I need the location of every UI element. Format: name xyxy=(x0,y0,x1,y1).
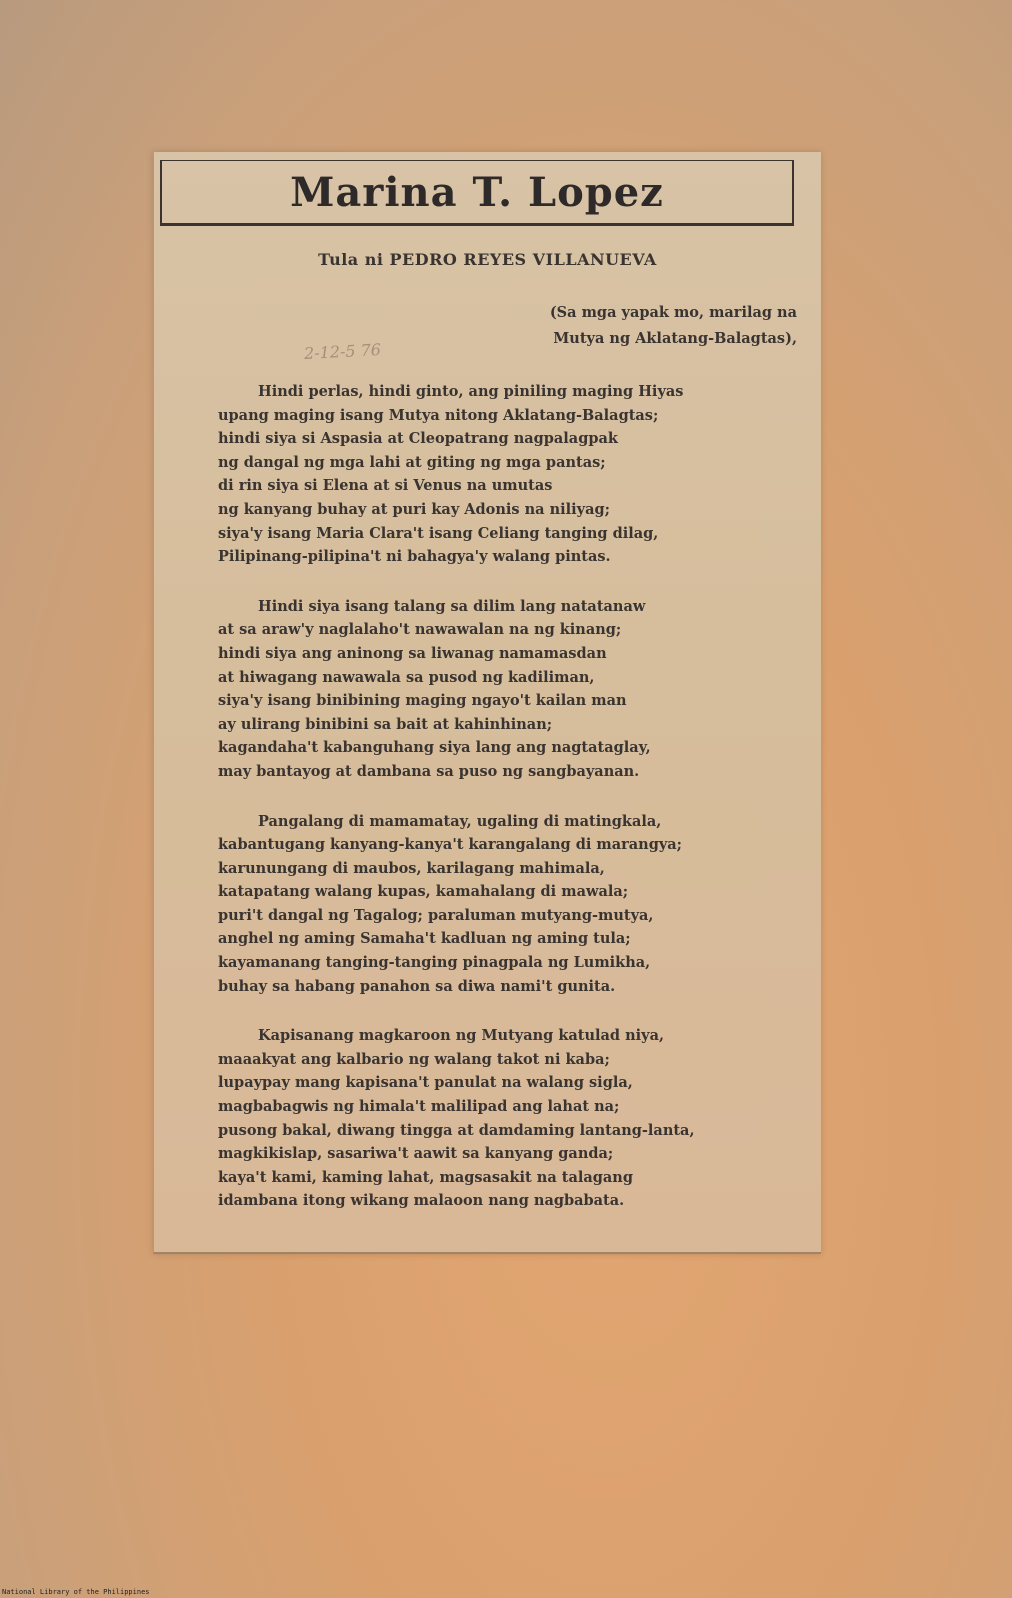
poem-line: Hindi siya isang talang sa dilim lang natatanaw xyxy=(258,597,646,615)
poem-line: karunungang di maubos, karilagang mahimala, xyxy=(218,859,605,877)
poem-line: kayamanang tanging-tanging pinagpala ng Lumikha, xyxy=(218,954,651,972)
poem-line: magkikislap, sasariwa't aawit sa kanyang ganda; xyxy=(218,1145,614,1163)
poem-line: at sa araw'y naglalaho't nawawalan na ng kinang; xyxy=(218,621,622,639)
dedication-line: Mutya ng Aklatang-Balagtas), xyxy=(553,330,797,347)
stanza xyxy=(218,1024,695,1213)
pencil-annotation: 2-12-5 76 xyxy=(303,339,382,364)
poem-line: buhay sa habang panahon sa diwa nami't gunita. xyxy=(218,977,616,995)
poem-line: at hiwagang nawawala sa pusod ng kadiliman, xyxy=(218,668,595,686)
poem-line: Pilipinang-pilipina't ni bahagya'y walang pintas. xyxy=(218,548,611,566)
poem-line: magbabagwis ng himala't malilipad ang lahat na; xyxy=(218,1098,620,1116)
poem-line: siya'y isang binibining maging ngayo't kailan man xyxy=(218,692,627,710)
poem-line: hindi siya ang aninong sa liwanag namamasdan xyxy=(218,644,607,662)
poem-line: ng dangal ng mga lahi at giting ng mga pantas; xyxy=(218,453,606,471)
poem-line: hindi siya si Aspasia at Cleopatrang nagpalagpak xyxy=(218,430,618,448)
dedication xyxy=(550,300,797,352)
poem-line: siya'y isang Maria Clara't isang Celiang tanging dilag, xyxy=(218,524,659,542)
poem-line: idambana itong wikang malaoon nang nagbabata. xyxy=(218,1192,625,1210)
poem-line: katapatang walang kupas, kamahalang di mawala; xyxy=(218,883,629,901)
poem-line: lupaypay mang kapisana't panulat na walang sigla, xyxy=(218,1074,633,1092)
dedication-line: (Sa mga yapak mo, marilag na xyxy=(549,304,797,321)
title-box xyxy=(160,160,794,226)
poem-line: Kapisanang magkaroon ng Mutyang katulad niya, xyxy=(258,1027,665,1045)
poem-line: upang maging isang Mutya nitong Aklatang-Balagtas; xyxy=(218,406,659,424)
newspaper-clipping xyxy=(153,152,821,1254)
poem-line: kagandaha't kabanguhang siya lang ang nagtataglay, xyxy=(218,739,651,757)
byline: Tula ni PEDRO REYES VILLANUEVA xyxy=(318,250,657,269)
poem-line: puri't dangal ng Tagalog; paraluman mutyang-mutya, xyxy=(218,906,654,924)
poem-line: kaya't kami, kaming lahat, magsasakit na talagang xyxy=(218,1168,633,1186)
poem-line: maaakyat ang kalbario ng walang takot ni kaba; xyxy=(218,1050,610,1068)
archive-footer: National Library of the Philippines xyxy=(2,1588,150,1596)
poem-body xyxy=(218,380,695,1239)
stanza xyxy=(218,380,695,569)
stanza xyxy=(218,810,695,999)
poem-line: kabantugang kanyang-kanya't karangalang di marangya; xyxy=(218,836,683,854)
poem-line: ay ulirang binibini sa bait at kahinhinan; xyxy=(218,715,553,733)
poem-line: Pangalang di mamamatay, ugaling di matingkala, xyxy=(258,812,662,830)
poem-line: ng kanyang buhay at puri kay Adonis na niliyag; xyxy=(218,500,610,518)
poem-line: Hindi perlas, hindi ginto, ang piniling maging Hiyas xyxy=(258,383,684,400)
poem-line: di rin siya si Elena at si Venus na umutas xyxy=(218,477,553,495)
stanza xyxy=(218,595,695,784)
poem-line: pusong bakal, diwang tingga at damdaming lantang-lanta, xyxy=(218,1121,695,1139)
poem-line: anghel ng aming Samaha't kadluan ng aming tula; xyxy=(218,930,631,948)
poem-title: Marina T. Lopez xyxy=(290,168,664,216)
poem-line: may bantayog at dambana sa puso ng sangbayanan. xyxy=(218,762,640,780)
